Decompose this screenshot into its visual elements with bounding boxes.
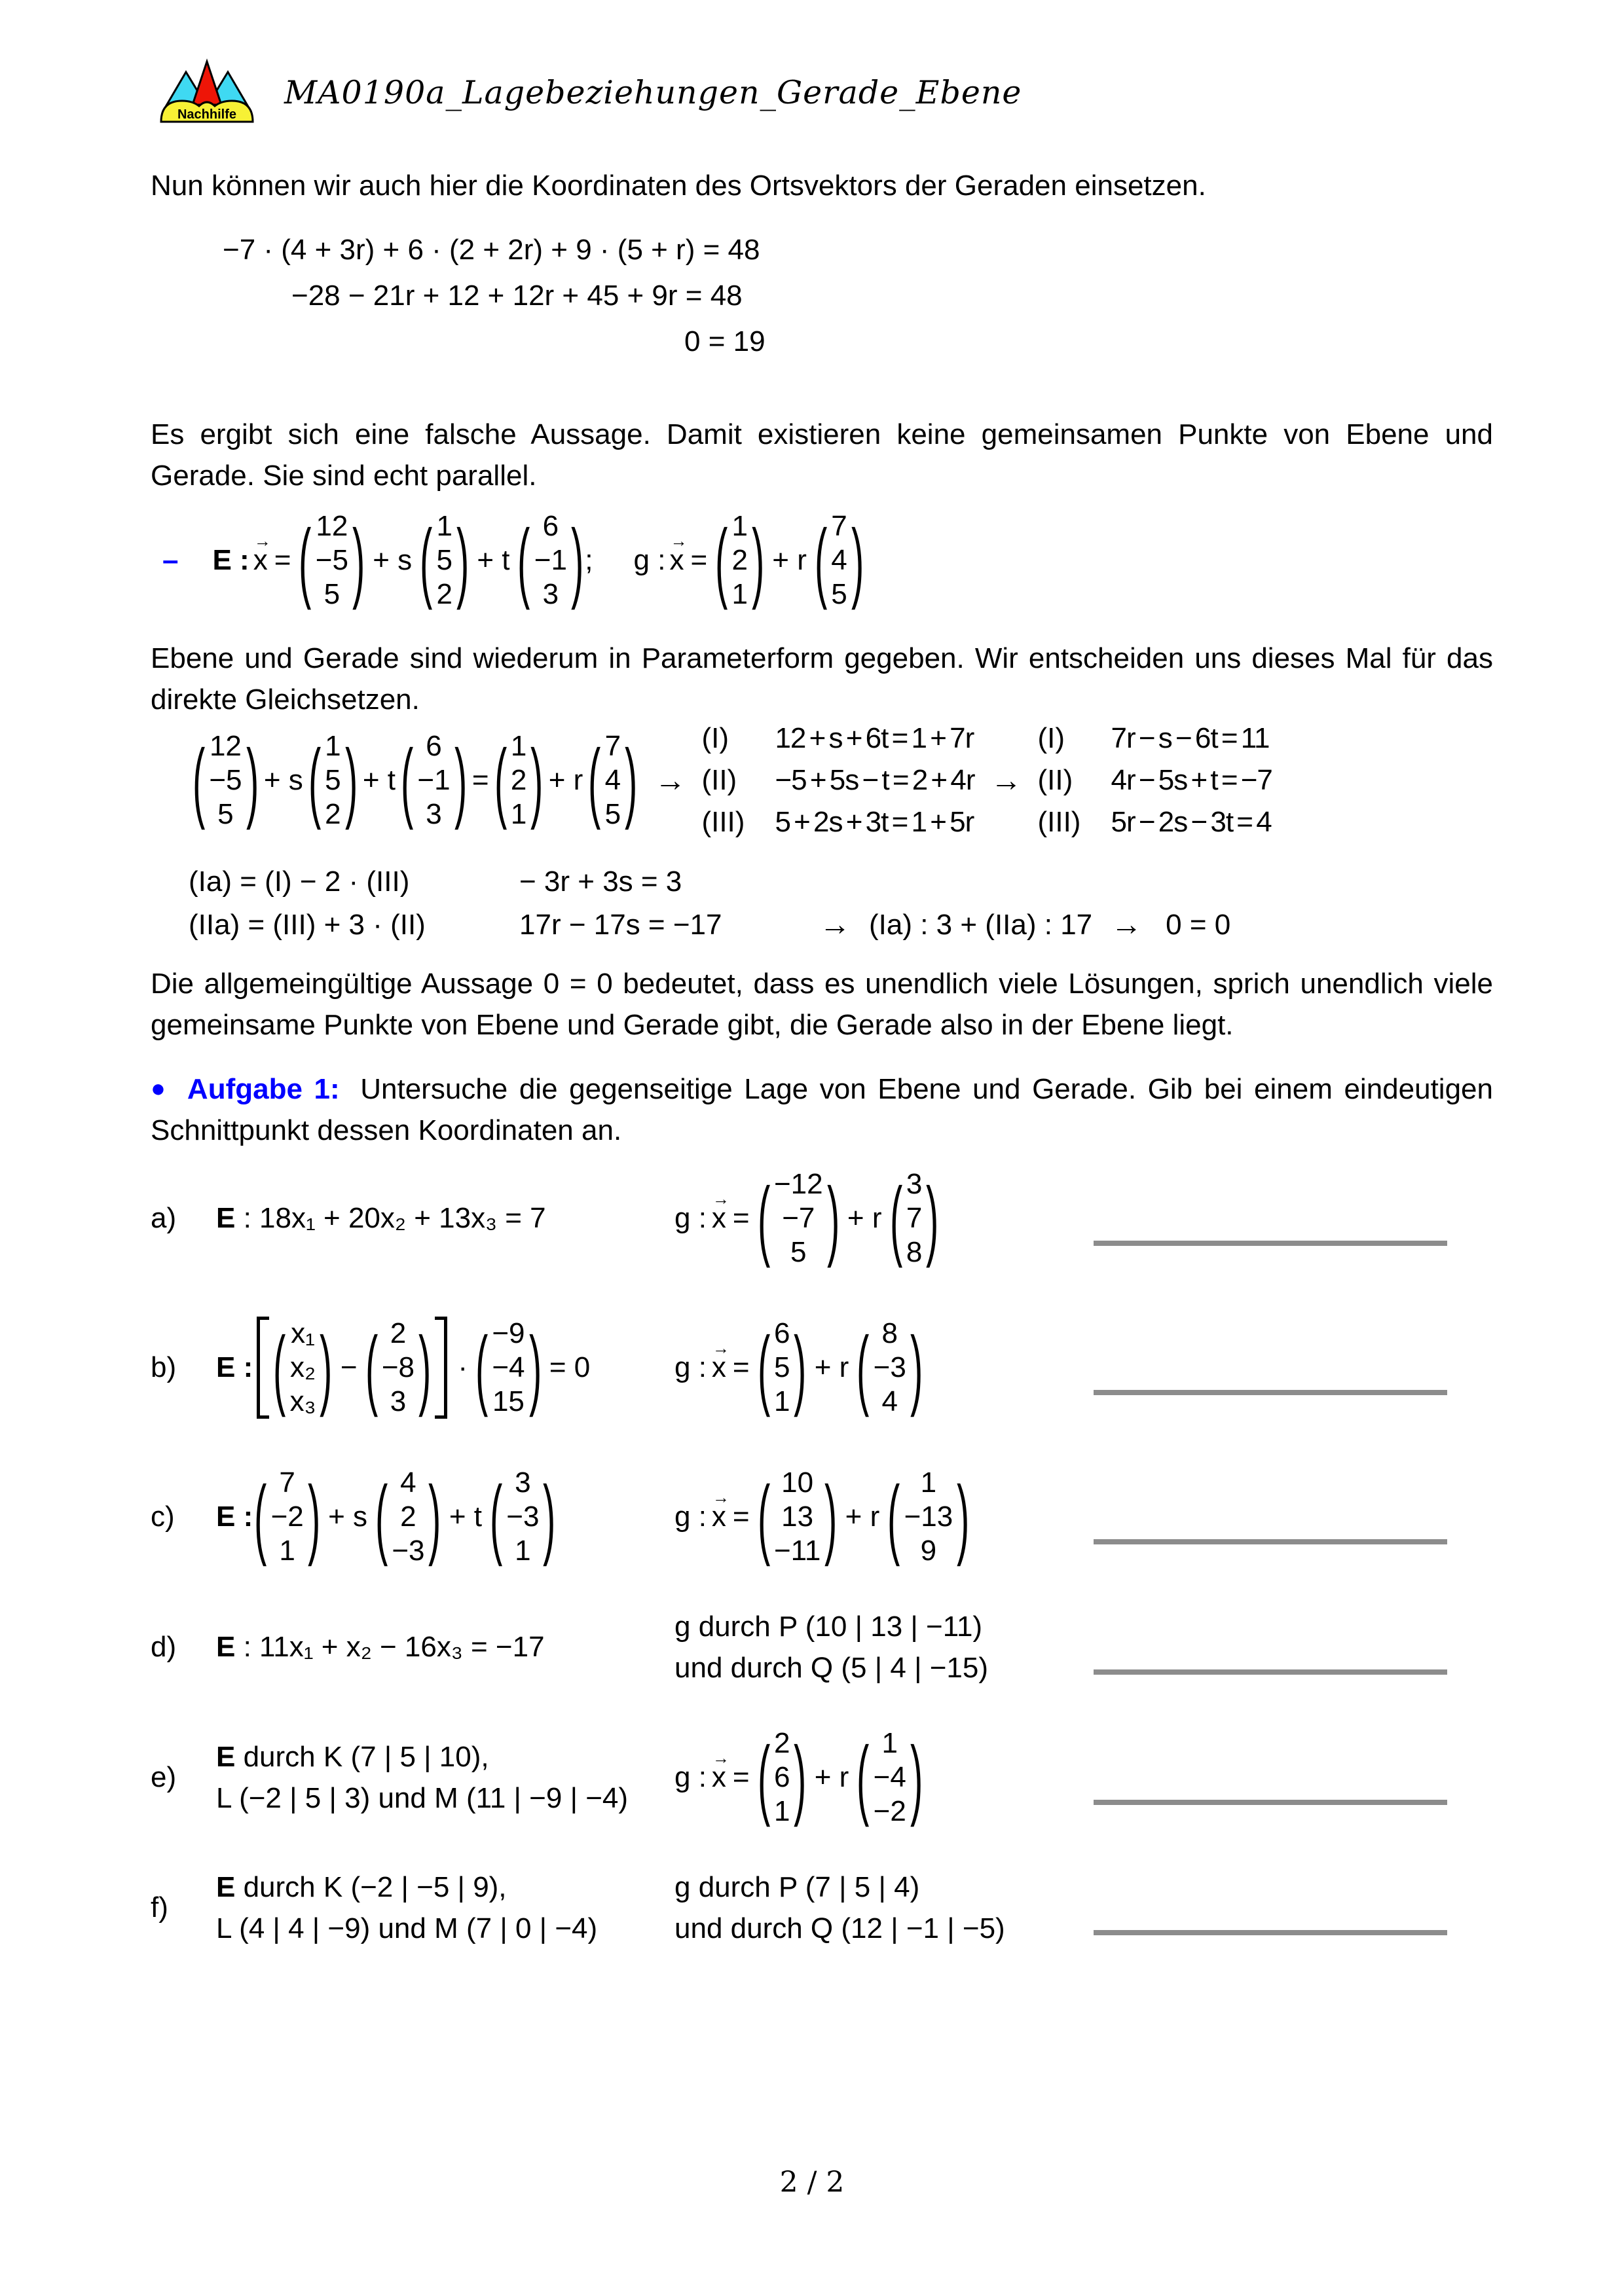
row-label: (I) — [701, 722, 729, 754]
E-direction-vector-2: ( 6 −1 3 ) — [519, 509, 582, 611]
normal-vector: ( −9 −4 15 ) — [477, 1317, 540, 1419]
line-g-label: g : — [674, 1501, 707, 1533]
plus-r-operator: + r — [814, 1761, 849, 1793]
plane-definition — [216, 1736, 674, 1819]
line-definition — [674, 1466, 1094, 1568]
item-label: b) — [151, 1351, 177, 1383]
plus-r-operator: + r — [847, 1202, 882, 1234]
plane-E-label: E : — [216, 1351, 253, 1383]
problem-row-f — [151, 1867, 1493, 1949]
equals-sign: = — [732, 1761, 750, 1793]
row-equation: 4r − 5s + t = −7 — [1111, 764, 1272, 796]
plane-through-points — [216, 1867, 597, 1949]
line-through-points — [674, 1606, 988, 1688]
arrow-icon: → — [654, 763, 686, 798]
plus-s-operator: + s — [263, 764, 303, 796]
plane-E-label: E : — [212, 544, 249, 576]
system1-row-2 — [701, 762, 974, 799]
answer-area — [1094, 1514, 1506, 1520]
combine-expression: (Ia) : 3 + (IIa) : 17 — [869, 909, 1093, 941]
E-position-vector: ( 7 −2 1 ) — [255, 1466, 319, 1568]
row-equation: 5r − 2s − 3t = 4 — [1111, 806, 1272, 838]
plane-E-label: E : — [216, 1501, 253, 1533]
g-direction-vector: ( 1 −4 −2 ) — [858, 1726, 921, 1829]
problem-row-a — [151, 1167, 1493, 1269]
plus-r-operator: + r — [845, 1501, 880, 1533]
x-vector-symbol: → x — [669, 544, 684, 577]
intro-paragraph: Nun können wir auch hier die Koordinaten des Ortsvektors der Geraden einsetzen. — [151, 170, 1206, 202]
E-direction-vector-1: ( 1 5 2 ) — [421, 509, 468, 611]
plus-t-operator: + t — [477, 544, 510, 576]
equals-sign: = — [690, 544, 708, 576]
system2-row-2 — [1037, 762, 1272, 799]
system2-row-1 — [1037, 720, 1272, 757]
item-label: e) — [151, 1761, 177, 1793]
equals-zero: = 0 — [549, 1351, 591, 1383]
list-dash-marker: – — [162, 544, 179, 576]
system1-row-3 — [701, 804, 974, 841]
plus-t-operator: + t — [449, 1501, 482, 1533]
E-direction-vector-1: ( 4 2 −3 ) — [377, 1466, 440, 1568]
equation-system-2 — [1037, 720, 1272, 841]
page-number: 2 / 2 — [779, 2166, 845, 2199]
combination-equation: − 3r + 3s = 3 — [519, 866, 682, 898]
arrow-icon: → — [819, 907, 851, 942]
support-point-vector: ( 2 −8 3 ) — [367, 1317, 430, 1419]
problem-row-d — [151, 1606, 1493, 1688]
x-vector-symbol: → x — [712, 1501, 726, 1533]
derivation-line-3: 0 = 19 — [684, 325, 766, 357]
g-position-vector: ( 10 13 −11 ) — [759, 1466, 836, 1568]
equation-system-1 — [701, 720, 974, 841]
plane-points-2: L (4 | 4 | −9) und M (7 | 0 | −4) — [216, 1912, 598, 1944]
left-bracket — [257, 1317, 269, 1419]
problem-list — [151, 1167, 1493, 1949]
equals-sign: = — [732, 1351, 750, 1383]
plane-equation: E : 11x₁ + x₂ − 16x₃ = −17 — [216, 1631, 545, 1663]
conclusion-parallel-paragraph: Es ergibt sich eine falsche Aussage. Damit existieren keine gemeinsamen Punkte von Ebene und Gerade. Sie sind echt parallel. — [151, 418, 1493, 492]
equals-sign: = — [274, 544, 291, 576]
line-point-2: und durch Q (12 | −1 | −5) — [674, 1912, 1005, 1944]
item-label: c) — [151, 1501, 175, 1533]
page-header — [157, 58, 1493, 127]
row-equation: 7r − s − 6t = 11 — [1111, 722, 1270, 754]
bullet-icon: ● — [151, 1075, 170, 1102]
elimination-row-1 — [189, 860, 1493, 903]
problem-row-b — [151, 1307, 1493, 1428]
right-bracket — [435, 1317, 447, 1419]
answer-area — [1094, 1216, 1506, 1221]
vector-g-point: ( 1 2 1 ) — [496, 729, 542, 831]
answer-area — [1094, 1645, 1506, 1650]
gleichsetzen-row — [191, 720, 1493, 841]
row-label: (III) — [1037, 806, 1081, 838]
equals-sign: = — [732, 1202, 750, 1234]
system2-row-3 — [1037, 804, 1272, 841]
answer-area — [1094, 1905, 1506, 1910]
answer-blank-line — [1094, 1669, 1447, 1675]
example-equations-line — [151, 509, 1493, 611]
item-label: d) — [151, 1631, 177, 1663]
row-equation: 5 + 2s + 3t = 1 + 5r — [775, 806, 974, 838]
arrow-icon: → — [1111, 907, 1143, 942]
system1-row-1 — [701, 720, 974, 757]
plane-through-points — [216, 1736, 628, 1819]
answer-area — [1094, 1775, 1506, 1780]
vector-E-dir1: ( 1 5 2 ) — [310, 729, 356, 831]
row-label: (III) — [701, 806, 745, 838]
g-direction-vector: ( 1 −13 9 ) — [889, 1466, 968, 1568]
problem-row-c — [151, 1466, 1493, 1568]
line-definition — [674, 1317, 1094, 1419]
x-vector-symbol: → x — [253, 544, 268, 577]
line-point-1: g durch P (7 | 5 | 4) — [674, 1871, 920, 1903]
logo-flame — [193, 62, 221, 105]
task-text: Untersuche die gegenseitige Lage von Ebene und Gerade. Gib bei einem eindeutigen Schnittpunkt dessen Koordinaten an. — [151, 1073, 1493, 1146]
answer-blank-line — [1094, 1390, 1447, 1395]
vector-E-dir2: ( 6 −1 3 ) — [402, 729, 466, 831]
nachhilfe-logo — [157, 58, 257, 127]
parameterform-paragraph: Ebene und Gerade sind wiederum in Parameterform gegeben. Wir entscheiden uns dieses Mal für das direkte Gleichsetzen. — [151, 642, 1493, 716]
plus-t-operator: + t — [362, 764, 396, 796]
task-heading — [151, 1068, 1493, 1151]
conclusion-contained-paragraph: Die allgemeingültige Aussage 0 = 0 bedeutet, dass es unendlich viele Lösungen, sprich unendlich viele gemeinsame Punkte von Ebene und Gerade gibt, die Gerade also in der Ebene liegt. — [151, 968, 1493, 1041]
dot-product-sign: · — [458, 1351, 468, 1383]
plane-equation: E : 18x₁ + 20x₂ + 13x₃ = 7 — [216, 1202, 546, 1234]
answer-area — [1094, 1365, 1506, 1370]
g-position-vector: ( 6 5 1 ) — [759, 1317, 805, 1419]
line-point-1: g durch P (10 | 13 | −11) — [674, 1611, 983, 1643]
line-definition — [674, 1606, 1094, 1688]
vector-g-dir: ( 7 4 5 ) — [589, 729, 636, 831]
plane-definition — [216, 1307, 674, 1428]
x-vector-symbol: → x — [712, 1761, 726, 1794]
g-direction-vector: ( 8 −3 4 ) — [858, 1317, 921, 1419]
answer-blank-line — [1094, 1539, 1447, 1544]
logo-label: Nachhilfe — [177, 107, 237, 122]
result-equation: 0 = 0 — [1166, 909, 1231, 941]
answer-blank-line — [1094, 1930, 1447, 1935]
row-label: (II) — [701, 764, 737, 796]
E-direction-vector-2: ( 3 −3 1 ) — [491, 1466, 555, 1568]
g-position-vector: ( −12 −7 5 ) — [759, 1167, 838, 1269]
page-content — [151, 0, 1493, 1987]
equals-sign: = — [732, 1501, 750, 1533]
g-direction-vector: ( 7 4 5 ) — [816, 509, 862, 611]
combination-label: (IIa) = (III) + 3 · (II) — [189, 909, 426, 941]
plane-definition — [216, 1466, 674, 1568]
answer-blank-line — [1094, 1241, 1447, 1246]
plus-s-operator: + s — [328, 1501, 367, 1533]
row-equation: 12 + s + 6t = 1 + 7r — [775, 722, 974, 754]
plus-r-operator: + r — [548, 764, 583, 796]
equals-sign: = — [471, 764, 489, 796]
arrow-icon: → — [990, 763, 1022, 798]
task-label: Aufgabe 1: — [187, 1073, 340, 1105]
g-position-vector: ( 2 6 1 ) — [759, 1726, 805, 1829]
line-definition — [674, 1867, 1094, 1949]
item-label: f) — [151, 1891, 168, 1923]
elimination-block — [189, 860, 1493, 947]
row-equation: −5 + 5s − t = 2 + 4r — [775, 764, 975, 796]
vector-E-point: ( 12 −5 5 ) — [194, 729, 257, 831]
x-vector-symbol: → x — [712, 1351, 726, 1384]
bracket-group — [257, 1307, 447, 1428]
x-vector-symbol: → x — [712, 1202, 726, 1235]
line-through-points — [674, 1867, 1005, 1949]
line-g-label: g : — [674, 1761, 707, 1793]
plane-definition — [216, 1202, 674, 1235]
g-direction-vector: ( 3 7 8 ) — [891, 1167, 938, 1269]
plane-point-1: E durch K (−2 | −5 | 9), — [216, 1871, 507, 1903]
elimination-row-2 — [189, 903, 1493, 947]
g-position-vector: ( 1 2 1 ) — [716, 509, 763, 611]
minus-sign: − — [340, 1351, 358, 1383]
document-title: MA0190a_Lagebeziehungen_Gerade_Ebene — [284, 73, 1022, 111]
plus-s-operator: + s — [373, 544, 413, 576]
derivation-block — [151, 227, 1493, 365]
plus-r-operator: + r — [814, 1351, 849, 1383]
answer-blank-line — [1094, 1800, 1447, 1805]
E-position-vector: ( 12 −5 5 ) — [300, 509, 363, 611]
semicolon: ; — [585, 544, 593, 576]
variable-vector: ( x₁ x₂ x₃ ) — [274, 1317, 331, 1419]
line-point-2: und durch Q (5 | 4 | −15) — [674, 1652, 989, 1684]
line-g-label: g : — [674, 1202, 707, 1234]
problem-row-e — [151, 1726, 1493, 1829]
line-g-label: g : — [633, 544, 666, 576]
combination-equation: 17r − 17s = −17 — [519, 909, 722, 941]
plane-definition — [216, 1867, 674, 1949]
derivation-line-1: −7 · (4 + 3r) + 6 · (2 + 2r) + 9 · (5 + r) = 48 — [223, 234, 760, 266]
line-definition — [674, 1167, 1094, 1269]
derivation-line-2: −28 − 21r + 12 + 12r + 45 + 9r = 48 — [291, 280, 743, 312]
line-definition — [674, 1726, 1094, 1829]
plane-definition — [216, 1631, 674, 1664]
item-label: a) — [151, 1202, 177, 1234]
plane-point-1: E durch K (7 | 5 | 10), — [216, 1741, 489, 1773]
plane-points-2: L (−2 | 5 | 3) und M (11 | −9 | −4) — [216, 1782, 629, 1814]
row-label: (II) — [1037, 764, 1073, 796]
row-label: (I) — [1037, 722, 1065, 754]
line-g-label: g : — [674, 1351, 707, 1383]
plus-r-operator: + r — [772, 544, 807, 576]
combination-label: (Ia) = (I) − 2 · (III) — [189, 866, 410, 898]
